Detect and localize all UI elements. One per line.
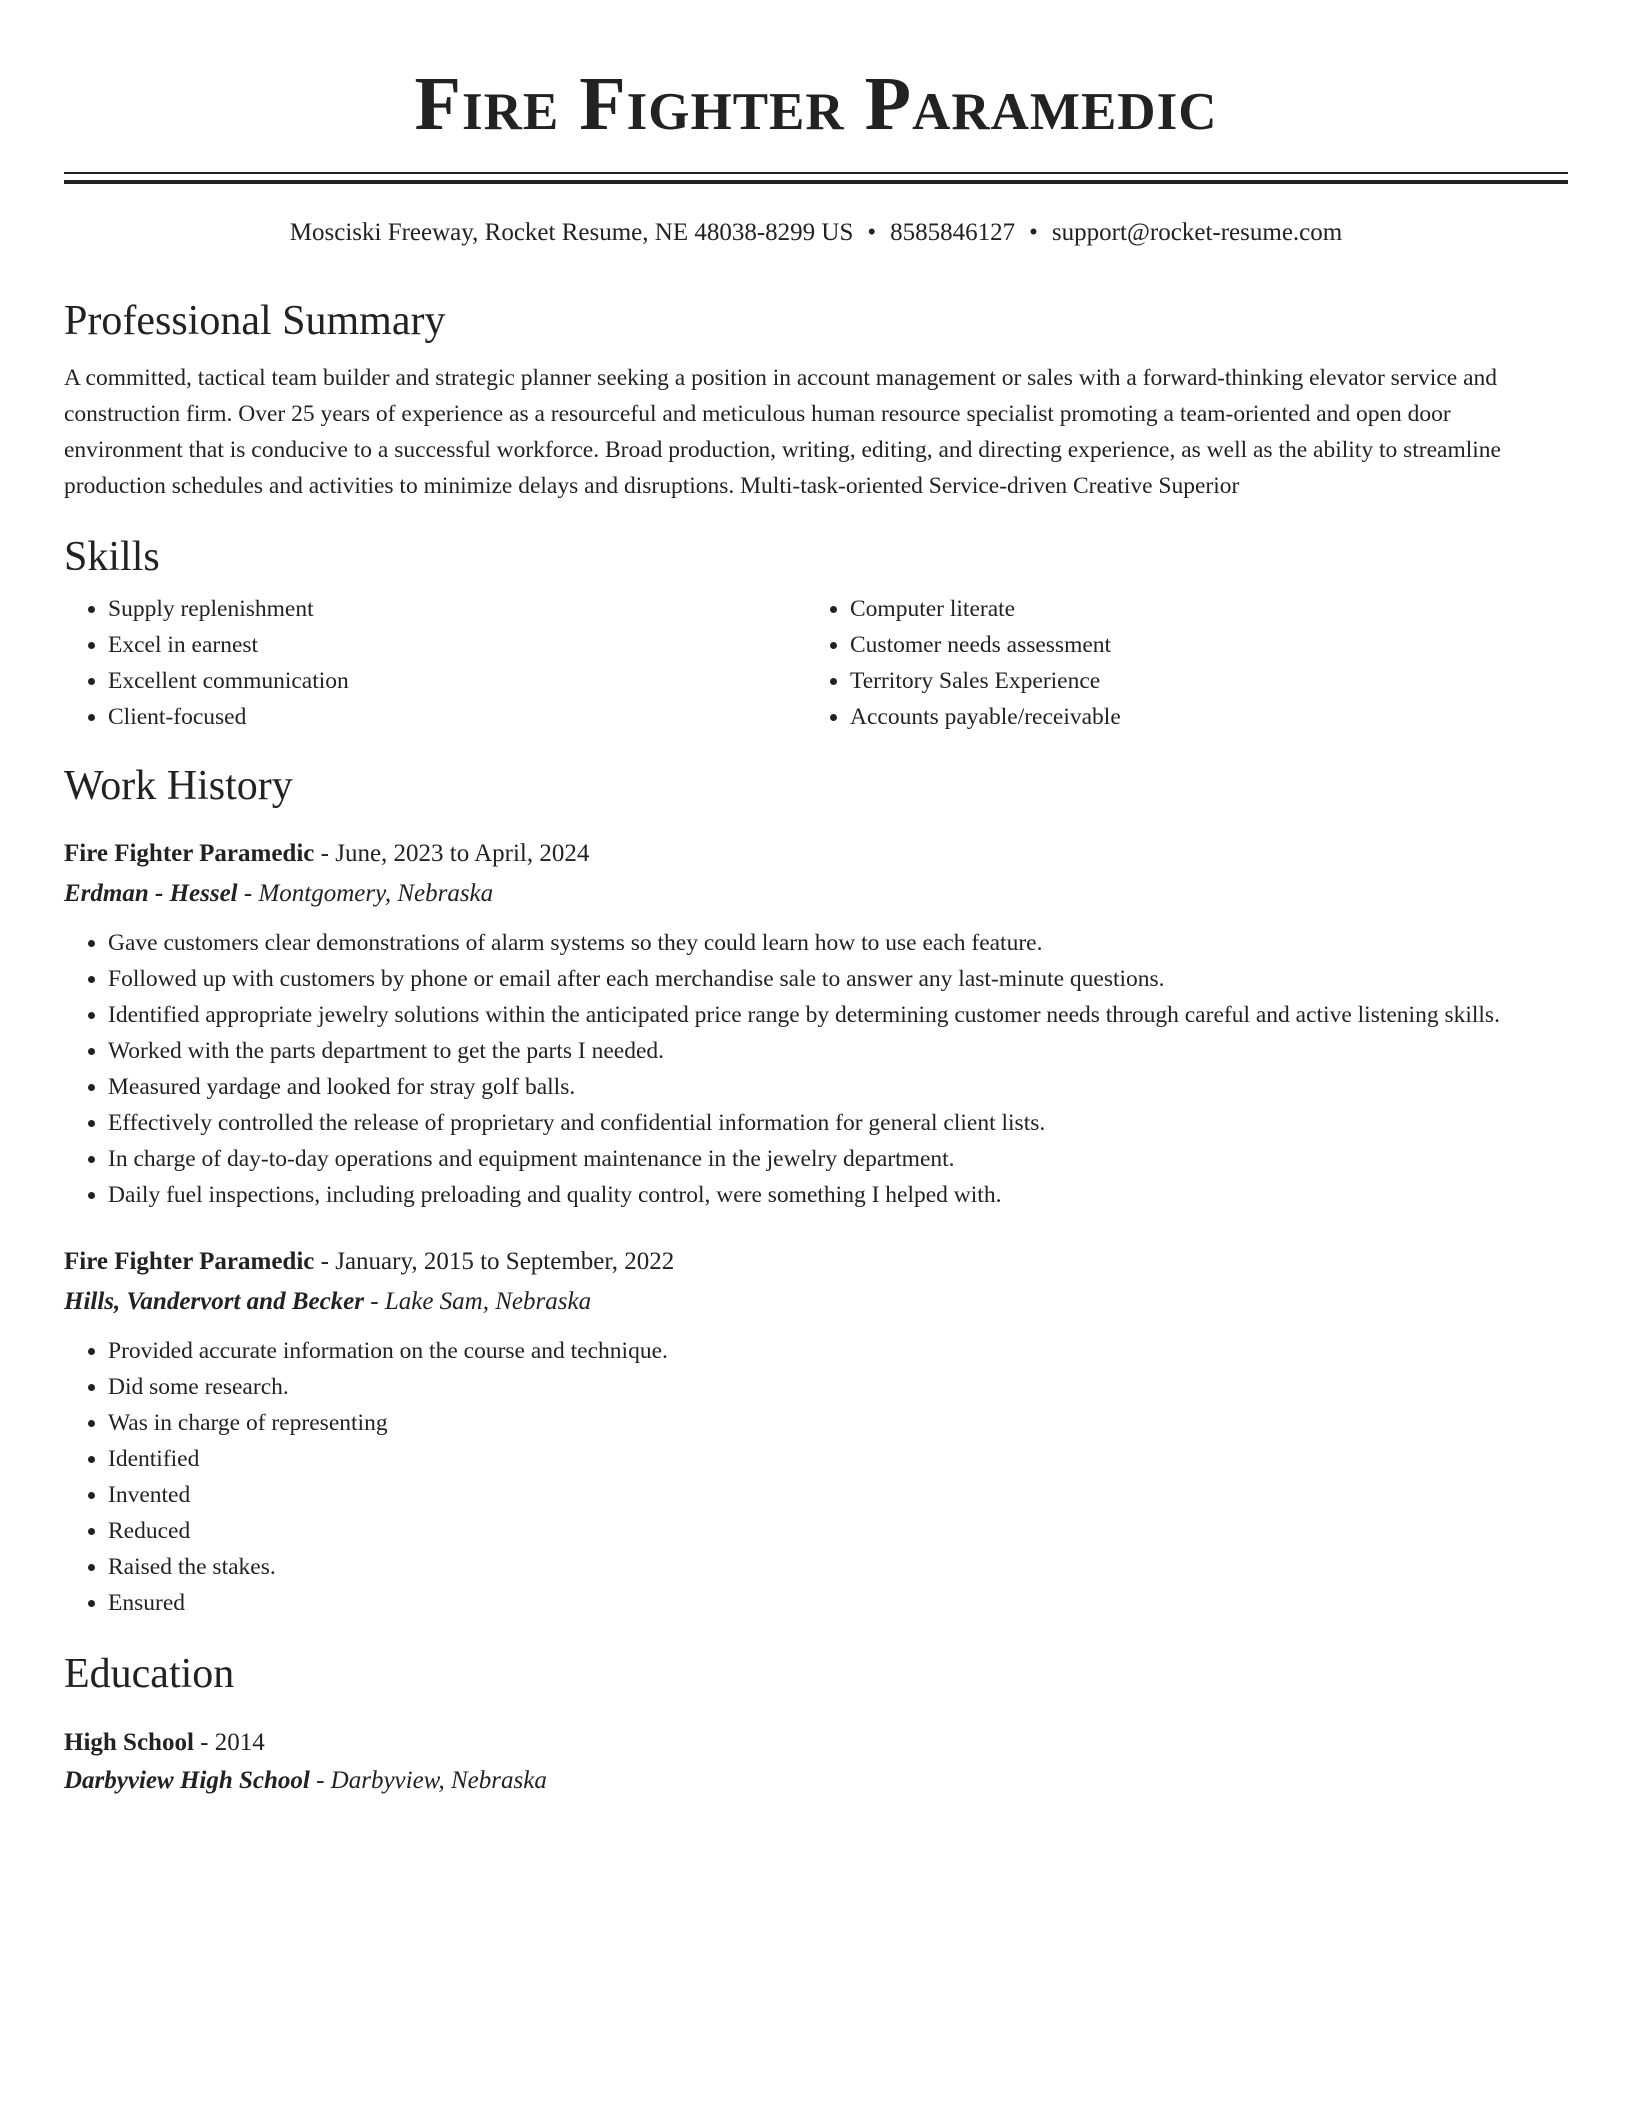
job-bullet: • Gave customers clear demonstrations of alarm systems so they could learn how to use each feature.: [108, 925, 1568, 961]
skill-item: • Client-focused: [108, 699, 806, 735]
education-section: [64, 1649, 1568, 1799]
job-title: Fire Fighter Paramedic: [64, 840, 315, 868]
skill-item: • Customer needs assessment: [850, 627, 1568, 663]
work-history-heading: Work History: [64, 762, 293, 809]
job-bullet: • Followed up with customers by phone or email after each merchandise sale to answer any last-minute questions.: [108, 961, 1568, 997]
job-bullets: [64, 1333, 1568, 1621]
summary-section: [64, 296, 1568, 504]
contact-email: support@rocket-resume.com: [1051, 219, 1343, 246]
job-entry: [64, 1243, 1568, 1621]
job-bullet: • In charge of day-to-day operations and equipment maintenance in the jewelry department.: [108, 1141, 1568, 1177]
job-company: Hills, Vandervort and Becker: [64, 1288, 365, 1316]
job-company-line: [64, 875, 1568, 913]
contact-separator: •: [1029, 219, 1038, 246]
job-location: - Lake Sam, Nebraska: [370, 1288, 592, 1316]
job-bullet: • Worked with the parts department to get the parts I needed.: [108, 1033, 1568, 1069]
skills-list-right: [806, 591, 1568, 735]
skills-section: [64, 532, 1568, 734]
header-divider: [64, 172, 1568, 184]
job-bullet: • Was in charge of representing: [108, 1405, 1568, 1441]
job-location: - Montgomery, Nebraska: [243, 880, 494, 908]
job-bullet: • Daily fuel inspections, including preloading and quality control, were something I helped with.: [108, 1177, 1568, 1213]
job-company-line: [64, 1283, 1568, 1321]
divider-thin-line: [64, 172, 1568, 174]
job-bullet: • Identified appropriate jewelry solutions within the anticipated price range by determining customer needs through careful and active listening skills.: [108, 997, 1568, 1033]
skills-heading: Skills: [64, 534, 160, 581]
summary-heading: Professional Summary: [64, 298, 446, 344]
summary-text: A committed, tactical team builder and strategic planner seeking a position in account management or sales with a forward-thinking elevator service and construction firm. Over 25 years of experience as a resourceful and meticulous human resource specialist promoting a team-oriented and open door environment that is conducive to a successful workforce. Broad production, writing, editing, and directing experience, as well as the ability to streamline production schedules and activities to minimize delays and disruptions. Multi-task-oriented Service-driven Creative Superior: [64, 365, 1501, 500]
contact-address: Mosciski Freeway, Rocket Resume, NE 48038-8299 US: [289, 219, 854, 246]
skills-list-left: [64, 591, 806, 735]
resume-name: Fire Fighter Paramedic: [414, 62, 1218, 146]
contact-line: [64, 216, 1568, 250]
job-bullet: • Effectively controlled the release of proprietary and confidential information for general client lists.: [108, 1105, 1568, 1141]
job-bullet: • Reduced: [108, 1513, 1568, 1549]
skills-grid: [64, 591, 1568, 735]
education-school-line: [64, 1762, 1568, 1800]
job-bullet: • Ensured: [108, 1585, 1568, 1621]
skill-item: • Excellent communication: [108, 663, 806, 699]
skill-item: • Computer literate: [850, 591, 1568, 627]
job-dates: - January, 2015 to September, 2022: [320, 1248, 675, 1276]
job-entry: [64, 835, 1568, 1213]
job-bullet: • Did some research.: [108, 1369, 1568, 1405]
job-bullets: [64, 925, 1568, 1213]
education-degree: High School: [64, 1728, 194, 1756]
education-degree-line: [64, 1724, 1568, 1762]
job-bullet: • Identified: [108, 1441, 1568, 1477]
job-dates: - June, 2023 to April, 2024: [320, 840, 590, 868]
education-year: - 2014: [200, 1728, 265, 1756]
skill-item: • Accounts payable/receivable: [850, 699, 1568, 735]
education-location: - Darbyview, Nebraska: [316, 1766, 547, 1794]
contact-separator: •: [867, 219, 877, 246]
job-title-line: [64, 1243, 1568, 1281]
skill-item: • Supply replenishment: [108, 591, 806, 627]
job-bullet: • Raised the stakes.: [108, 1549, 1568, 1585]
education-heading: Education: [64, 1651, 235, 1698]
job-bullet: • Invented: [108, 1477, 1568, 1513]
job-title-line: [64, 835, 1568, 873]
work-history-section: [64, 761, 1568, 1621]
skill-item: • Territory Sales Experience: [850, 663, 1568, 699]
skill-item: • Excel in earnest: [108, 627, 806, 663]
contact-phone: 8585846127: [890, 219, 1016, 246]
job-bullet: • Provided accurate information on the course and technique.: [108, 1333, 1568, 1369]
education-school: Darbyview High School: [64, 1766, 310, 1794]
divider-thick-line: [64, 180, 1568, 184]
job-title: Fire Fighter Paramedic: [64, 1248, 315, 1276]
job-bullet: • Measured yardage and looked for stray golf balls.: [108, 1069, 1568, 1105]
job-company: Erdman - Hessel: [64, 880, 238, 908]
